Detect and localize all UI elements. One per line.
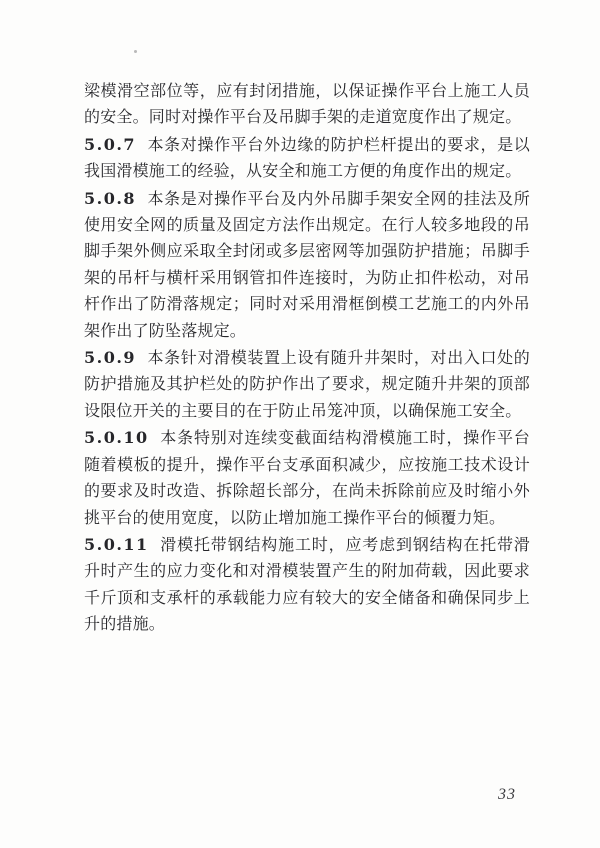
paragraph	[84, 532, 530, 639]
paragraph	[84, 79, 530, 132]
paragraph	[84, 345, 530, 425]
clause-number: 5.0.9	[84, 348, 137, 368]
clause-number: 5.0.7	[84, 134, 137, 154]
document-content	[84, 79, 530, 639]
clause-number: 5.0.11	[84, 534, 149, 554]
paragraph	[84, 186, 530, 345]
paragraph-text: 梁模滑空部位等，应有封闭措施，以保证操作平台上施工人员的安全。同时对操作平台及吊脚手架的走道宽度作出了规定。	[84, 83, 530, 127]
paragraph-text: 本条针对滑模装置上设有随升井架时，对出入口处的防护措施及其护栏处的防护作出了要求，规定随升井架的顶部设限位开关的主要目的在于防止吊笼冲顶，以确保施工安全。	[84, 350, 530, 420]
paragraph-text: 本条是对操作平台及内外吊脚手架安全网的挂法及所使用安全网的质量及固定方法作出规定。在行人较多地段的吊脚手架外侧应采取全封闭或多层密网等加强防护措施；吊脚手架的吊杆与横杆采用钢管扣件连接时，为防止扣件松动，对吊杆作出了防滑落规定；同时对采用滑框倒模工艺施工的内外吊架作出了防坠落规定。	[84, 190, 530, 340]
paragraph	[84, 425, 530, 532]
paragraph-text: 滑模托带钢结构施工时，应考虑到钢结构在托带滑升时产生的应力变化和对滑模装置产生的附加荷载，因此要求千斤顶和支承杆的承载能力应有较大的安全储备和确保同步上升的措施。	[84, 536, 530, 634]
page-number: 33	[498, 786, 516, 803]
clause-number: 5.0.8	[84, 188, 137, 208]
paragraph-text: 本条对操作平台外边缘的防护栏杆提出的要求，是以我国滑模施工的经验，从安全和施工方便的角度作出的规定。	[84, 136, 530, 181]
scan-artifact-dot	[134, 50, 137, 53]
paragraph	[84, 132, 530, 186]
clause-number: 5.0.10	[84, 428, 149, 448]
paragraph-text: 本条特别对连续变截面结构滑模施工时，操作平台随着模板的提升，操作平台支承面积减少，应按施工技术设计的要求及时改造、拆除超长部分，在尚未拆除前应及时缩小外挑平台的使用宽度，以防止增加施工操作平台的倾覆力矩。	[84, 430, 530, 527]
